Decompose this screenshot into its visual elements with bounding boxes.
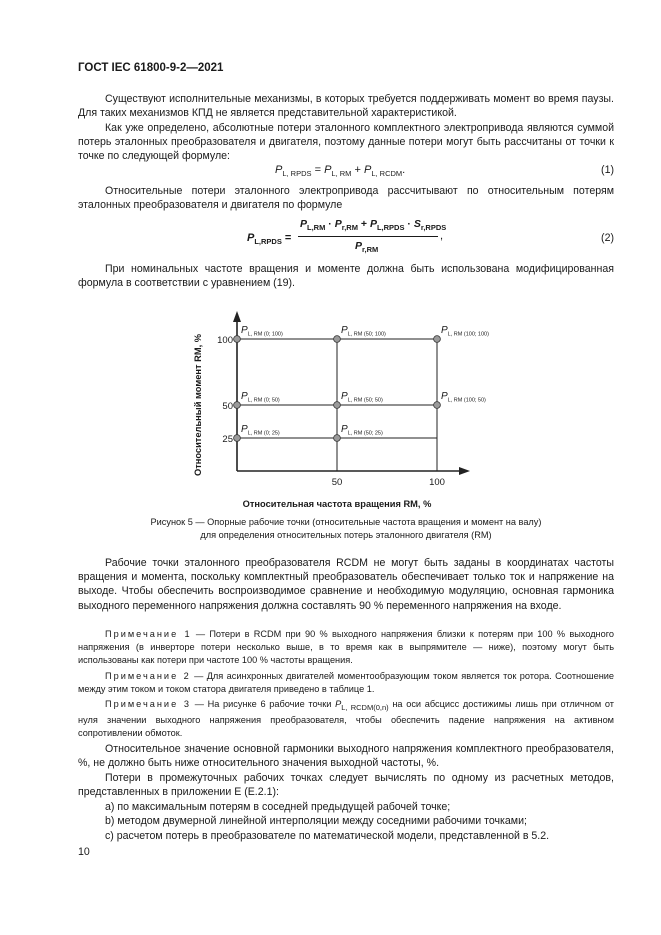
note-2: Примечание 2 — Для асинхронных двигателей моментообразующим током является ток ротора. Соотношение между этим током и током статора двигателя приведено в таблице 1.	[78, 671, 615, 694]
document-header: ГОСТ IEC 61800-9-2—2021	[78, 62, 224, 74]
y-axis-label: Относительный момент RM, %	[193, 333, 203, 477]
note-1: Примечание 1 — Потери в RCDM при 90 % выходного напряжения близки к потерям при 100 % выходного напряжения (в инверторе потери несколько выше, в то время как в выпрямителе — ниже), поэтому могут быть использованы как потери при частоте 100 % частоты вращения.	[78, 629, 615, 665]
equation-2-denominator: $P_{r,RM}$	[355, 240, 379, 255]
operating-point	[234, 402, 241, 409]
y-tick-label: 50	[222, 401, 233, 412]
paragraph-1: Существуют исполнительные механизмы, в которых требуется поддерживать момент во время паузы. Для таких механизмов КПД не является представительной характеристикой.	[78, 93, 614, 120]
list-item: c) расчетом потерь в преобразователе по математической модели, представленной в 5.2.	[105, 829, 550, 842]
y-tick-label: 100	[217, 335, 233, 346]
equation-1: $P_{L, RPDS} = P_{L, RM} + P_{L, RCDM}$.	[275, 164, 406, 179]
y-tick-label: 25	[222, 434, 233, 445]
operating-point-label: $P_{L, RM (100; 100)}$	[441, 325, 489, 338]
operating-point-label: $P_{L, RM (50; 50)}$	[341, 391, 383, 404]
paragraph-5: Рабочие точки эталонного преобразователя RCDM не могут быть заданы в координатах частоты вращения и момента, поскольку комплектный преобразователь обеспечивает только ток и напряжение на выходе. Чтобы обеспечить воспроизводимое сравнение и необходимую модуляцию, основная гармоника выходного переменного напряжения должна составлять 90 % переменного напряжения на входе.	[78, 557, 614, 612]
paragraph-4: При номинальных частоте вращения и моменте должна быть использована модифицированная формула в соответствии с уравнением (19).	[78, 263, 614, 290]
paragraph-6: Относительное значение основной гармоники выходного напряжения комплектного преобразователя, %, не должно быть ниже относительного значения выходной частоты, %.	[78, 743, 614, 770]
figure-caption-line-1: Рисунок 5 — Опорные рабочие точки (относительные частота вращения и момент на валу)	[150, 517, 542, 527]
operating-point	[334, 336, 341, 343]
paragraph-3: Относительные потери эталонного электропривода рассчитывают по относительным потерям эталонных преобразователя и двигателя по формуле	[78, 185, 614, 212]
operating-point	[234, 435, 241, 442]
operating-point-label: $P_{L, RM (50; 25)}$	[341, 424, 383, 437]
y-axis-arrow	[233, 311, 241, 322]
operating-point-label: $P_{L, RM (100; 50)}$	[441, 391, 486, 404]
operating-point-label: $P_{L, RM (50; 100)}$	[341, 325, 386, 338]
operating-point-label: $P_{L, RM (0; 25)}$	[241, 424, 280, 437]
operating-point	[234, 336, 241, 343]
equation-2-end: ,	[440, 230, 444, 242]
operating-point	[434, 336, 441, 343]
x-axis-arrow	[459, 467, 470, 475]
paragraph-2: Как уже определено, абсолютные потери эталонного комплектного электропривода являются суммой потерь эталонных преобразователя и двигателя, поэтому данные потери могут быть рассчитаны от точки к точке по следующей формуле:	[78, 122, 614, 163]
list-item: b) методом двумерной линейной интерполяции между соседними рабочими точками;	[105, 815, 527, 828]
x-axis-label: Относительная частота вращения RM, %	[242, 499, 432, 509]
equation-2-number: (2)	[601, 232, 614, 244]
chart-points	[234, 325, 490, 441]
operating-point	[334, 402, 341, 409]
note-3: Примечание 3 — На рисунке 6 рабочие точки $P_{L, RCDM(0,n)}$ на оси абсцисс достижимы лишь при отличном от нуля значении выходного напряжения преобразователя, чтобы обеспечить падение напряжения на активном сопротивлении обмоток.	[78, 699, 615, 738]
equation-2-lhs: $P_{L,RPDS}$ =	[247, 232, 292, 247]
operating-point-label: $P_{L, RM (0; 50)}$	[241, 391, 280, 404]
operating-point	[434, 402, 441, 409]
equation-2-numerator: $P_{L,RM} \cdot P_{r,RM} + P_{L,RPDS} \cdot S_{r,RPDS}$	[300, 218, 447, 233]
equation-1-number: (1)	[601, 164, 614, 176]
x-tick-label: 50	[331, 477, 343, 488]
paragraph-7: Потери в промежуточных рабочих точках следует вычислять по одному из расчетных методов, представленных в приложении Е (Е.2.1):	[78, 772, 614, 799]
x-tick-label: 100	[429, 477, 445, 488]
figure-caption-line-2: для определения относительных потерь эталонного двигателя (RM)	[200, 530, 492, 540]
page-number: 10	[78, 846, 90, 858]
list-item: a) по максимальным потерям в соседней предыдущей рабочей точке;	[105, 801, 451, 813]
operating-point-label: $P_{L, RM (0; 100)}$	[241, 325, 283, 338]
method-list	[105, 800, 549, 843]
operating-point	[334, 435, 341, 442]
